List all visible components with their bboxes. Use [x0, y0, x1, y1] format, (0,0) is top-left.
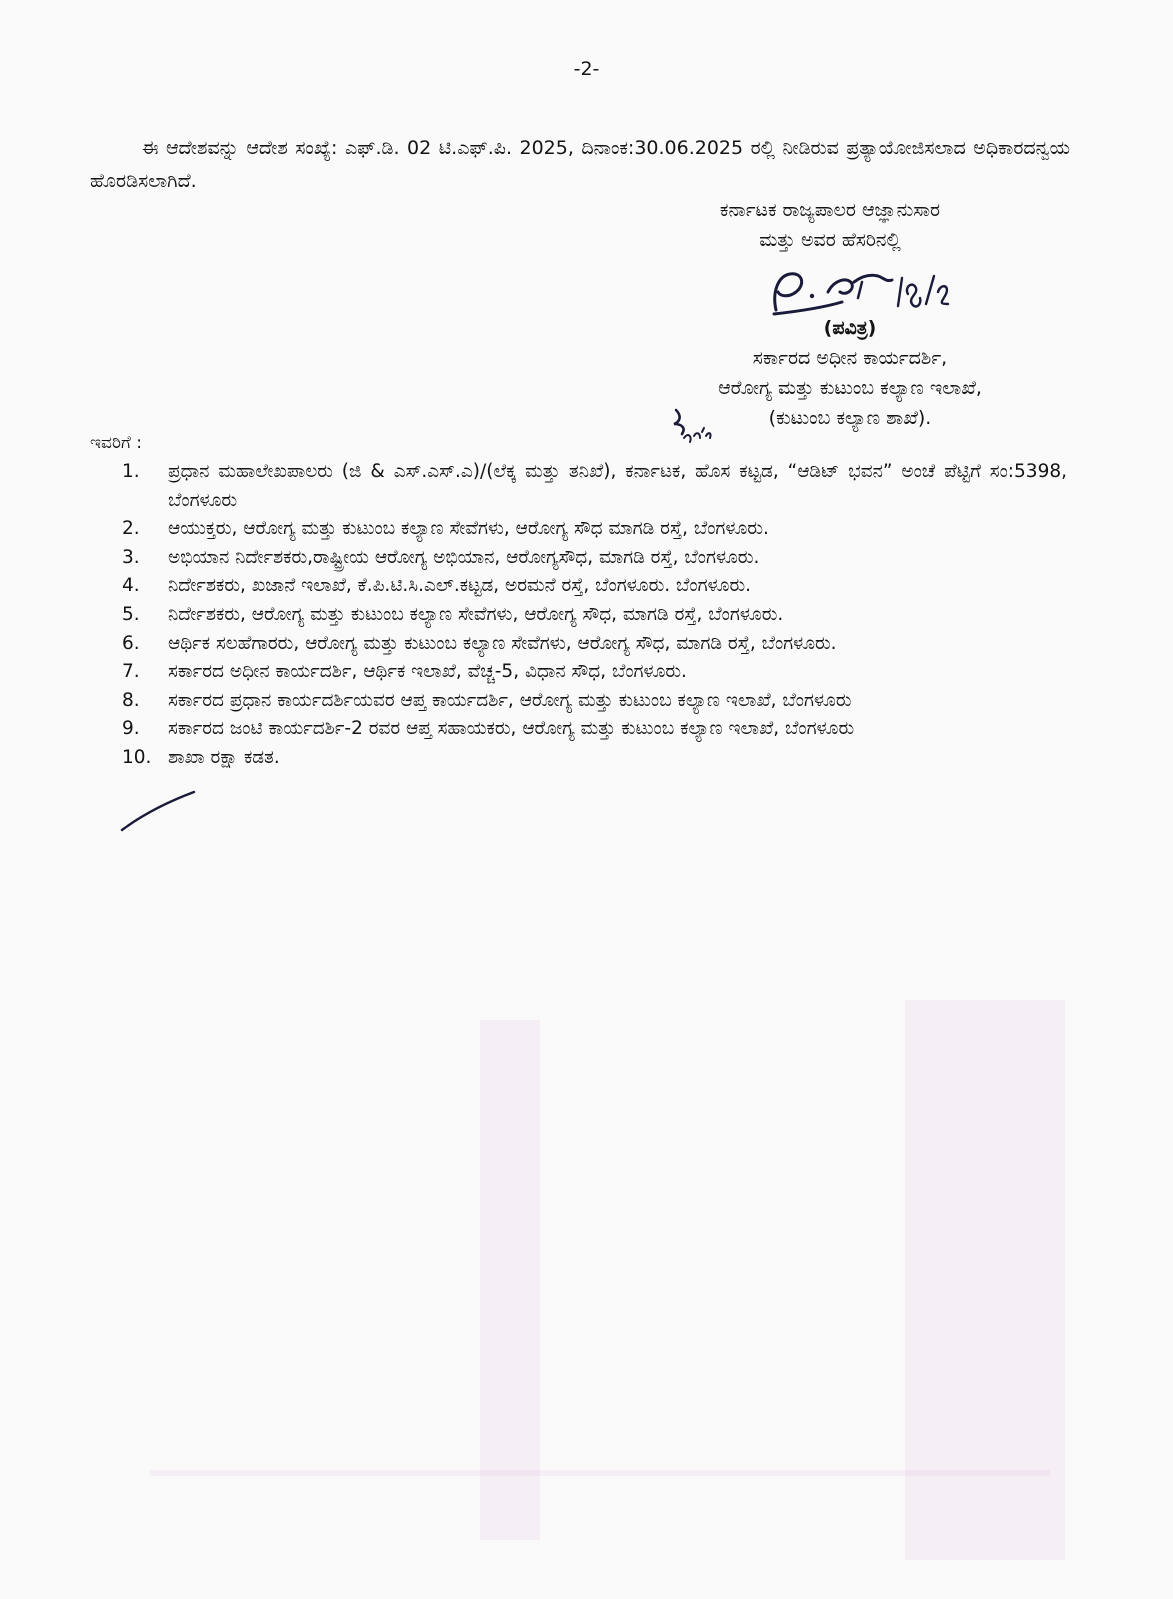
list-item — [122, 572, 1067, 601]
initials-mark — [668, 402, 718, 446]
authority-line: ಮತ್ತು ಅವರ ಹೆಸರಿನಲ್ಲಿ — [759, 229, 901, 251]
item-number: 5. — [122, 603, 140, 625]
item-text: ನಿರ್ದೇಶಕರು, ಖಜಾನೆ ಇಲಾಖೆ, ಕೆ.ಪಿ.ಟಿ.ಸಿ.ಎಲ್.ಕಟ್ಟಡ, ಅರಮನೆ ರಸ್ತೆ, ಬೆಂಗಳೂರು. ಬೆಂಗಳೂರು. — [168, 575, 752, 597]
item-number: 6. — [122, 632, 140, 654]
item-text: ಸರ್ಕಾರದ ಪ್ರಧಾನ ಕಾರ್ಯದರ್ಶಿಯವರ ಆಪ್ತ ಕಾರ್ಯದರ್ಶಿ, ಆರೋಗ್ಯ ಮತ್ತು ಕುಟುಂಬ ಕಲ್ಯಾಣ ಇಲಾಖೆ, ಬೆಂಗಳೂರು — [168, 689, 852, 711]
item-number: 1. — [122, 461, 140, 482]
list-item — [122, 744, 1067, 773]
recipients-list — [122, 458, 1067, 773]
item-number: 7. — [122, 661, 140, 683]
list-item — [122, 515, 1067, 544]
pen-strike-mark — [118, 788, 198, 834]
paper-stain — [480, 1020, 540, 1540]
list-item — [122, 715, 1067, 744]
item-number: 4. — [122, 575, 140, 597]
list-item — [122, 458, 1067, 515]
item-text: ಪ್ರಧಾನ ಮಹಾಲೇಖಪಾಲರು (ಜಿ & ಎಸ್.ಎಸ್.ಎ)/(ಲೆಕ್ಕ ಮತ್ತು ತನಿಖೆ), ಕರ್ನಾಟಕ, ಹೊಸ ಕಟ್ಟಡ, “ಆಡಿಟ್ ಭವನ” ಅಂಚೆ ಪೆಟ್ಟಿಗೆ ಸಂ:5398, ಬೆಂಗಳೂರು — [168, 461, 1067, 511]
list-item — [122, 630, 1067, 659]
recipients-label: ಇವರಿಗೆ : — [90, 433, 142, 453]
item-text: ಸರ್ಕಾರದ ಜಂಟಿ ಕಾರ್ಯದರ್ಶಿ-2 ರವರ ಆಪ್ತ ಸಹಾಯಕರು, ಆರೋಗ್ಯ ಮತ್ತು ಕುಟುಂಬ ಕಲ್ಯಾಣ ಇಲಾಖೆ, ಬೆಂಗಳೂರು — [168, 718, 855, 740]
list-item — [122, 658, 1067, 687]
authority-block — [560, 195, 1100, 255]
list-item — [122, 601, 1067, 630]
page-number: -2- — [573, 58, 600, 80]
signatory-department: ಆರೋಗ್ಯ ಮತ್ತು ಕುಟುಂಬ ಕಲ್ಯಾಣ ಇಲಾಖೆ, — [718, 377, 982, 399]
item-text: ಶಾಖಾ ರಕ್ಷಾ ಕಡತ. — [168, 746, 280, 768]
signatory-name: (ಪವಿತ್ರ) — [823, 317, 877, 339]
list-item — [122, 687, 1067, 716]
paper-stain — [905, 1000, 1065, 1560]
item-text: ಆಯುಕ್ತರು, ಆರೋಗ್ಯ ಮತ್ತು ಕುಟುಂಬ ಕಲ್ಯಾಣ ಸೇವೆಗಳು, ಆರೋಗ್ಯ ಸೌಧ ಮಾಗಡಿ ರಸ್ತೆ, ಬೆಂಗಳೂರು. — [168, 518, 769, 540]
signatory-designation: ಸರ್ಕಾರದ ಅಧೀನ ಕಾರ್ಯದರ್ಶಿ, — [752, 347, 948, 369]
item-number: 10. — [122, 746, 152, 768]
item-text: ನಿರ್ದೇಶಕರು, ಆರೋಗ್ಯ ಮತ್ತು ಕುಟುಂಬ ಕಲ್ಯಾಣ ಸೇವೆಗಳು, ಆರೋಗ್ಯ ಸೌಧ, ಮಾಗಡಿ ರಸ್ತೆ, ಬೆಂಗಳೂರು. — [168, 603, 784, 625]
item-text: ಅಭಿಯಾನ ನಿರ್ದೇಶಕರು,ರಾಷ್ಟ್ರೀಯ ಆರೋಗ್ಯ ಅಭಿಯಾನ, ಆರೋಗ್ಯಸೌಧ, ಮಾಗಡಿ ರಸ್ತೆ, ಬೆಂಗಳೂರು. — [168, 546, 760, 568]
authority-line: ಕರ್ನಾಟಕ ರಾಜ್ಯಪಾಲರ ಆಜ್ಞಾನುಸಾರ — [719, 199, 941, 221]
intro-paragraph: ಈ ಆದೇಶವನ್ನು ಆದೇಶ ಸಂಖ್ಯೆ: ಎಫ್.ಡಿ. 02 ಟಿ.ಎಫ್.ಪಿ. 2025, ದಿನಾಂಕ:30.06.2025 ರಲ್ಲಿ ನೀಡಿರುವ ಪ್ರತ್ಯಾಯೋಜಿಸಲಾದ ಅಧಿಕಾರದನ್ವಯ ಹೊರಡಿಸಲಾಗಿದೆ. — [90, 137, 1070, 192]
item-number: 9. — [122, 718, 140, 740]
item-number: 3. — [122, 546, 140, 568]
signatory-branch: (ಕುಟುಂಬ ಕಲ್ಯಾಣ ಶಾಖೆ). — [768, 407, 932, 429]
paper-stain — [150, 1470, 1050, 1476]
list-item — [122, 544, 1067, 573]
item-number: 2. — [122, 518, 140, 540]
item-number: 8. — [122, 689, 140, 711]
item-text: ಸರ್ಕಾರದ ಅಧೀನ ಕಾರ್ಯದರ್ಶಿ, ಆರ್ಥಿಕ ಇಲಾಖೆ, ವೆಚ್ಚ-5, ವಿಧಾನ ಸೌಧ, ಬೆಂಗಳೂರು. — [168, 661, 687, 683]
item-text: ಆರ್ಥಿಕ ಸಲಹೆಗಾರರು, ಆರೋಗ್ಯ ಮತ್ತು ಕುಟುಂಬ ಕಲ್ಯಾಣ ಸೇವೆಗಳು, ಆರೋಗ್ಯ ಸೌಧ, ಮಾಗಡಿ ರಸ್ತೆ, ಬೆಂಗಳೂರು. — [168, 632, 837, 654]
